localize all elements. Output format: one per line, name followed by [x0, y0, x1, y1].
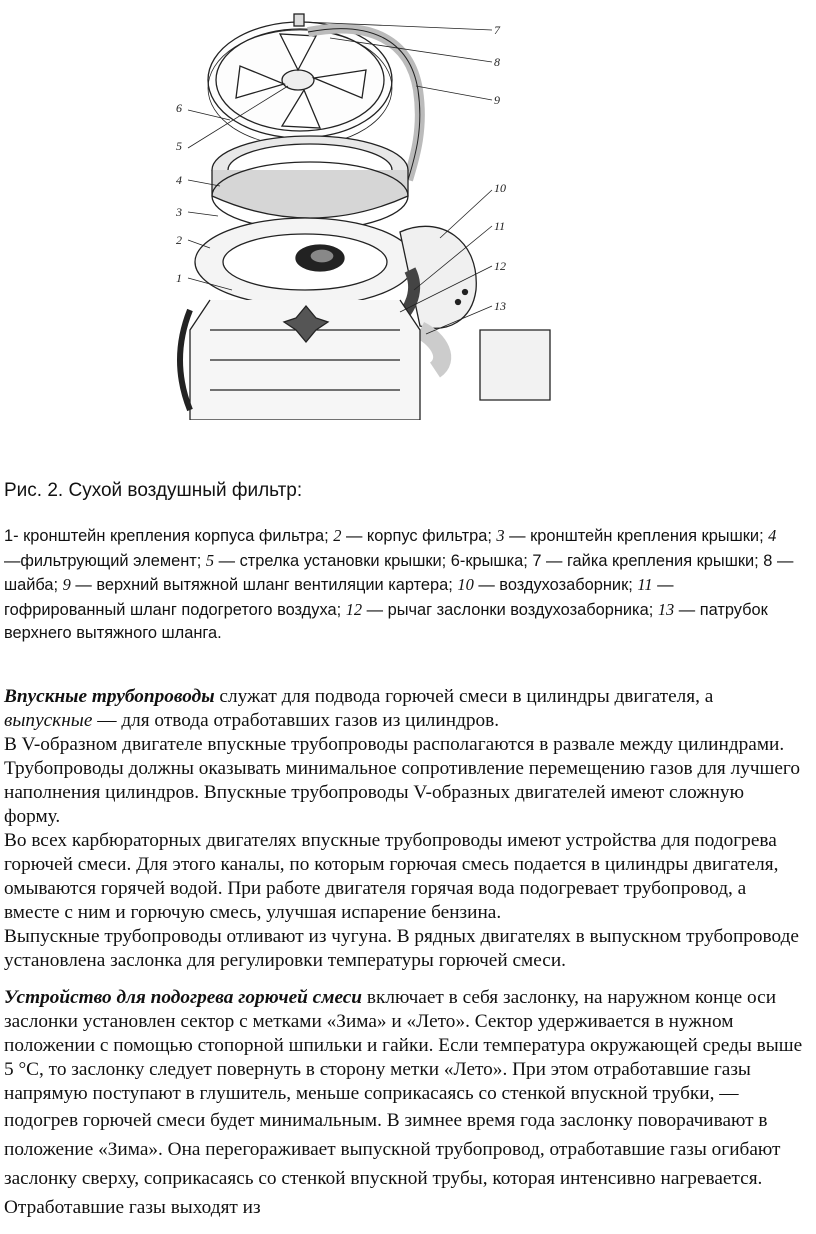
- callout-9: 9: [494, 93, 500, 107]
- legend-text: — воздухозаборник;: [473, 576, 638, 594]
- legend-num: 4: [768, 526, 777, 545]
- callout-5: 5: [176, 139, 182, 153]
- paragraph-text: — для отвода отработавших газов из цилиндров.: [92, 710, 500, 731]
- callout-8: 8: [494, 55, 500, 69]
- callout-3: 3: [176, 205, 182, 219]
- legend-num: 9: [62, 575, 71, 594]
- legend-text: — корпус фильтра;: [341, 527, 497, 545]
- legend-text: — стрелка установки крышки; 6-крышка; 7 — гайка крепления крышки; 8 — шайба;: [4, 551, 794, 594]
- legend-text: — гофрированный шланг подогретого воздуха;: [4, 576, 674, 619]
- callout-1: 1: [176, 271, 182, 285]
- legend-num: 12: [345, 599, 363, 619]
- paragraph-v-engine: В V-образном двигателе впускные трубопроводы располагаются в развале между цилиндрами. Трубопроводы должны оказывать минимальное сопротивление перемещению газов для лучшего наполнения цилиндров. Впускные трубопроводы V-образных двигателей имеют сложную форму.: [4, 734, 800, 827]
- legend-text: - кронштейн крепления корпуса фильтра;: [13, 527, 334, 545]
- legend-text: —фильтрующий элемент;: [4, 551, 206, 570]
- callout-6: 6: [176, 101, 182, 115]
- air-filter-drawing: [170, 0, 560, 420]
- paragraph-text: служат для подвода горючей смеси в цилиндры двигателя, а: [214, 686, 714, 707]
- callout-4: 4: [176, 173, 182, 187]
- legend-text: — патрубок верхнего вытяжного шланга.: [4, 600, 768, 642]
- paragraph-heating-device: [4, 986, 804, 1222]
- figure-caption-title: Рис. 2. Сухой воздушный фильтр:: [4, 480, 303, 501]
- callout-7: 7: [494, 23, 500, 37]
- legend-num: 13: [657, 599, 675, 619]
- article-body: [4, 685, 804, 1222]
- legend-text: — рычаг заслонки воздухозаборника;: [362, 600, 658, 619]
- term-exhaust: выпускные: [4, 710, 93, 731]
- figure-legend: [4, 524, 794, 646]
- legend-num: 3: [496, 526, 505, 545]
- legend-num: 11: [637, 575, 653, 594]
- callout-11: 11: [494, 219, 506, 233]
- term-heating-device: Устройство для подогрева горючей смеси: [4, 987, 363, 1008]
- legend-num: 1: [4, 527, 14, 545]
- legend-text: — верхний вытяжной шланг вентиляции картера;: [70, 576, 458, 594]
- air-filter-figure: [170, 0, 560, 420]
- callout-13: 13: [494, 299, 506, 313]
- legend-num: 5: [205, 550, 215, 570]
- legend-num: 2: [333, 526, 342, 545]
- paragraph-exhaust-pipes: Выпускные трубопроводы отливают из чугуна. В рядных двигателях в выпускном трубопроводе установлена заслонка для регулировки температуры горючей смеси.: [4, 926, 799, 971]
- paragraph-intake-pipes: [4, 685, 804, 733]
- paragraph-text: включает в себя заслонку, на наружном конце оси заслонки установлен сектор с метками «Зима» и «Лето». Сектор удерживается в нужном положении с помощью стопорной шпильки и гайки. Если температура окружающей среды выше 5 °С, то заслонку следует повернуть в сторону метки «Лето». При этом отработавшие газы напрямую поступают в глушитель, меньше соприкасаясь со стенкой впускной трубки, — подогрев горючей смеси будет минимальным.: [4, 987, 803, 1131]
- callout-2: 2: [176, 233, 182, 247]
- term-intake-pipes: Впускные трубопроводы: [4, 686, 215, 707]
- legend-num: 10: [457, 575, 474, 594]
- legend-text: — кронштейн крепления крышки;: [504, 527, 769, 545]
- paragraph-text: В зимнее время года заслонку поворачивают в положение «Зима». Она перегораживает выпускной трубопровод, отработавшие газы огибают заслонку сверху, соприкасаясь со стенкой впускной трубы, которая интенсивно нагревается. Отработавшие газы выходят из: [4, 1110, 781, 1218]
- callout-12: 12: [494, 259, 506, 273]
- callout-10: 10: [494, 181, 506, 195]
- paragraph-carburetor: Во всех карбюраторных двигателях впускные трубопроводы имеют устройства для подогрева горючей смеси. Для этого каналы, по которым горючая смесь подается в цилиндры двигателя, омываются горячей водой. При работе двигателя горячая вода подогревает трубопровод, а вместе с ним и горючую смесь, улучшая испарение бензина.: [4, 830, 779, 923]
